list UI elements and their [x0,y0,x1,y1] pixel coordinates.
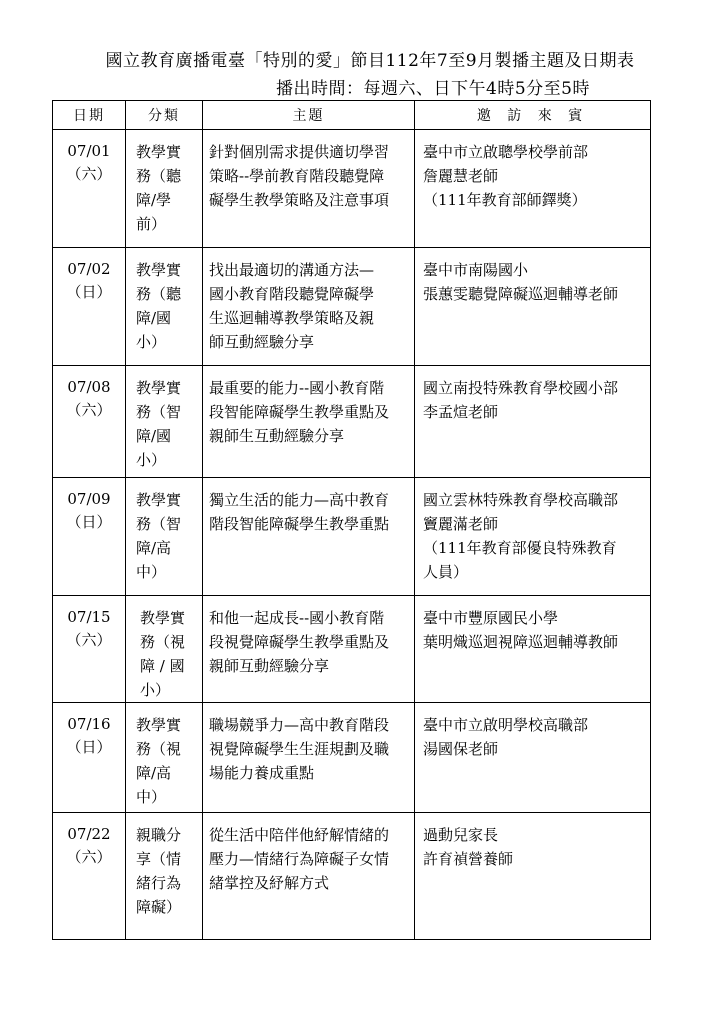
guest-line: 國立南投特殊教育學校國小部 [423,379,619,397]
topic-line: 壓力—情緒行為障礙子女情 [209,850,390,868]
table-header-row [53,101,651,130]
date-cell [53,596,126,703]
category-line: 教學實 [136,491,182,509]
date-text: 07/15 [67,608,111,626]
category-cell [126,813,203,940]
guest-line: 湯國保老師 [423,740,499,758]
date-cell [53,703,126,813]
category-cell [126,130,203,248]
topic-line: 緒掌控及紓解方式 [209,874,330,892]
weekday-text: （日） [66,513,112,531]
guest-cell [415,130,651,248]
category-cell [126,366,203,478]
category-line: 障/高 [136,764,172,782]
category-line: 障 / 國 [140,657,185,675]
table-row [53,596,651,703]
topic-line: 策略--學前教育階段聽覺障 [209,167,385,185]
topic-line: 找出最適切的溝通方法— [209,261,375,279]
weekday-text: （六） [66,401,112,419]
guest-line: 竇麗滿老師 [423,515,499,533]
category-line: 務（聽 [136,167,182,185]
weekday-text: （六） [66,631,112,649]
guest-cell [415,248,651,366]
guest-line: 人員） [423,563,469,581]
topic-cell [203,596,415,703]
guest-line: 葉明熾巡迴視障巡迴輔導教師 [423,633,619,651]
header-topic: 主題 [203,101,415,130]
topic-line: 視覺障礙學生生涯規劃及職 [209,740,390,758]
category-line: 前） [136,215,167,233]
topic-line: 獨立生活的能力—高中教育 [209,491,390,509]
topic-line: 國小教育階段聽覺障礙學 [209,285,375,303]
guest-line: 臺中市南陽國小 [423,261,529,279]
guest-line: 張蕙雯聽覺障礙巡迴輔導老師 [423,285,619,303]
guest-line: 國立雲林特殊教育學校高職部 [423,491,619,509]
category-line: 務（智 [136,515,182,533]
topic-cell [203,703,415,813]
category-line: 小） [136,451,167,469]
topic-line: 場能力養成重點 [209,764,315,782]
category-cell [126,478,203,596]
guest-line: 詹麗慧老師 [423,167,499,185]
category-line: 小） [136,333,167,351]
category-line: 務（智 [136,403,182,421]
topic-line: 針對個別需求提供適切學習 [209,143,390,161]
weekday-text: （六） [66,848,112,866]
broadcast-time: 播出時間：每週六、日下午4時5分至5時 [276,79,590,99]
table-row [53,130,651,248]
document-title: 國立教育廣播電臺「特別的愛」節目112年7至9月製播主題及日期表 [105,51,635,71]
weekday-text: （六） [66,165,112,183]
guest-line: 許育禎營養師 [423,850,514,868]
topic-line: 親師生互動經驗分享 [209,427,345,445]
guest-cell [415,478,651,596]
category-cell [126,703,203,813]
guest-cell [415,813,651,940]
guest-cell [415,703,651,813]
topic-line: 和他一起成長--國小教育階 [209,609,385,627]
schedule-table [52,100,651,940]
header-category: 分類 [126,101,203,130]
category-line: 障/國 [136,427,172,445]
date-cell [53,366,126,478]
topic-cell [203,366,415,478]
category-line: 教學實 [136,143,182,161]
guest-line: 過動兒家長 [423,826,499,844]
date-cell [53,248,126,366]
category-line: 障/高 [136,539,172,557]
category-line: 障/國 [136,309,172,327]
category-line: 小） [140,681,171,699]
table-row [53,478,651,596]
category-line: 務（聽 [136,285,182,303]
category-line: 教學實 [136,716,182,734]
date-text: 07/01 [67,142,111,160]
guest-cell [415,596,651,703]
category-line: 教學實 [136,261,182,279]
category-line: 障/學 [136,191,172,209]
category-line: 享（情 [136,850,182,868]
category-cell [126,248,203,366]
date-text: 07/22 [67,825,111,843]
topic-line: 階段智能障礙學生教學重點 [209,515,390,533]
guest-line: 李孟煊老師 [423,403,499,421]
guest-cell [415,366,651,478]
table-row [53,703,651,813]
topic-line: 職場競爭力—高中教育階段 [209,716,390,734]
topic-line: 礙學生教學策略及注意事項 [209,191,390,209]
category-line: 教學實 [140,609,186,627]
category-cell [126,596,203,703]
guest-line: （111年教育部優良特殊教育 [423,539,617,557]
date-cell [53,130,126,248]
category-line: 務（視 [140,633,186,651]
guest-line: （111年教育部師鐸獎） [423,191,587,209]
topic-cell [203,130,415,248]
topic-line: 段智能障礙學生教學重點及 [209,403,390,421]
date-text: 07/16 [67,715,111,733]
weekday-text: （日） [66,283,112,301]
category-line: 障礙） [136,898,182,916]
guest-line: 臺中市立啟明學校高職部 [423,716,589,734]
topic-line: 從生活中陪伴他紓解情緒的 [209,826,390,844]
header-date: 日期 [53,101,126,130]
weekday-text: （日） [66,738,112,756]
guest-line: 臺中市豐原國民小學 [423,609,559,627]
topic-cell [203,813,415,940]
topic-line: 師互動經驗分享 [209,333,315,351]
category-line: 緒行為 [136,874,182,892]
guest-line: 臺中市立啟聰學校學前部 [423,143,589,161]
date-text: 07/02 [67,260,111,278]
topic-line: 段視覺障礙學生教學重點及 [209,633,390,651]
topic-cell [203,248,415,366]
topic-line: 生巡迴輔導教學策略及親 [209,309,375,327]
category-line: 中） [136,788,167,806]
topic-line: 最重要的能力--國小教育階 [209,379,385,397]
date-text: 07/09 [67,490,111,508]
date-cell [53,478,126,596]
topic-line: 親師互動經驗分享 [209,657,330,675]
topic-cell [203,478,415,596]
header-guest: 邀 訪 來 賓 [415,101,651,130]
table-row [53,813,651,940]
category-line: 教學實 [136,379,182,397]
category-line: 親職分 [136,826,182,844]
date-cell [53,813,126,940]
category-line: 中） [136,563,167,581]
date-text: 07/08 [67,378,111,396]
table-row [53,366,651,478]
category-line: 務（視 [136,740,182,758]
table-row [53,248,651,366]
